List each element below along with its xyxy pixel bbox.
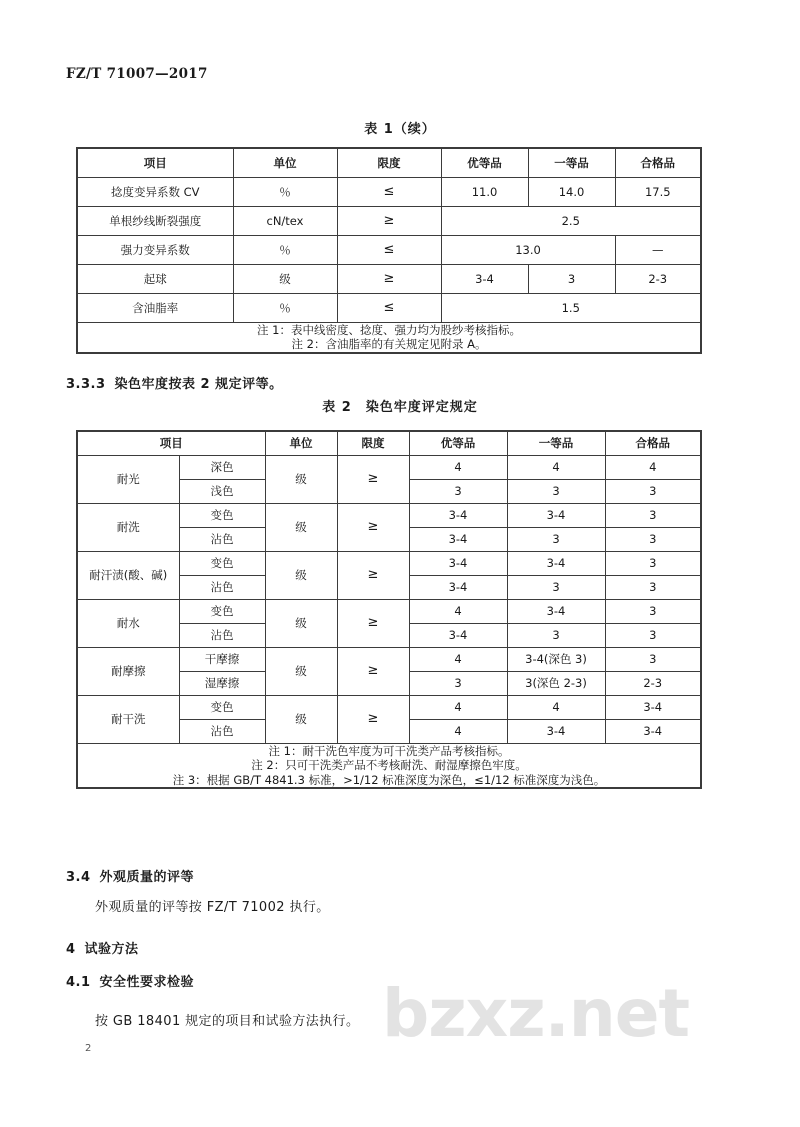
table2-group-0-sub-0-v0: 4 (409, 456, 507, 480)
table2-header-item: 项目 (77, 431, 265, 456)
table2-note-2: 注 2：只可干洗类产品不考核耐洗、耐湿摩擦色牢度。 (251, 758, 527, 773)
table2-header-excellent: 优等品 (409, 431, 507, 456)
clause-3-4-title: 外观质量的评等 (99, 870, 195, 885)
table2-group-1-sub-0-v0: 3-4 (409, 504, 507, 528)
table2-group-1-sub-1-v1: 3 (507, 528, 605, 552)
table2-group-5-sub-1-v0: 4 (409, 720, 507, 744)
table-row (77, 552, 701, 576)
clause-4-1 (66, 971, 194, 990)
table2-group-3-sub-0-v1: 3-4 (507, 600, 605, 624)
clause-3-4 (66, 866, 194, 885)
table1-unit-2: ％ (233, 236, 337, 265)
table1-notes (77, 323, 701, 353)
table2-group-2-sub-1-v0: 3-4 (409, 576, 507, 600)
table2-group-0-sub-0-v1: 4 (507, 456, 605, 480)
table1-header-first: 一等品 (528, 148, 615, 178)
table2-group-2-sub-0-label: 变色 (179, 552, 265, 576)
table2-notes-row (77, 744, 701, 789)
table1-notes-row (77, 323, 701, 353)
table2-caption: 表 2 染色牢度评定规定 (322, 400, 478, 415)
table2-group-3-sub-0-label: 变色 (179, 600, 265, 624)
table2-note-3: 注 3：根据 GB/T 4841.3 标准，>1/12 标准深度为深色，≤1/12 标准深度为浅色。 (172, 772, 606, 787)
table2-group-2-limit: ≥ (337, 552, 409, 600)
table2-group-4-sub-1-v2: 2-3 (605, 672, 701, 696)
table-row (77, 294, 701, 323)
table1-unit-4: ％ (233, 294, 337, 323)
table2-group-3-unit: 级 (265, 600, 337, 648)
table1-limit-1: ≥ (337, 207, 441, 236)
table1-header-excellent: 优等品 (441, 148, 528, 178)
table2-group-2-sub-1-label: 沾色 (179, 576, 265, 600)
table2-group-1-unit: 级 (265, 504, 337, 552)
table2-group-4-sub-1-v0: 3 (409, 672, 507, 696)
table2-group-2-sub-1-v1: 3 (507, 576, 605, 600)
table1-caption: 表 1（续） (364, 122, 436, 137)
table1-limit-0: ≤ (337, 178, 441, 207)
table2-group-4-sub-1-v1: 3(深色 2-3) (507, 672, 605, 696)
clause-3-4-body: 外观质量的评等按 FZ/T 71002 执行。 (95, 900, 330, 915)
table2-group-3-sub-1-v0: 3-4 (409, 624, 507, 648)
table2-group-4-sub-1-label: 湿摩擦 (179, 672, 265, 696)
table2-group-2-sub-1-v2: 3 (605, 576, 701, 600)
table2-group-4-sub-0-v1: 3-4(深色 3) (507, 648, 605, 672)
table1-item-1: 单根纱线断裂强度 (77, 207, 233, 236)
table1-unit-3: 级 (233, 265, 337, 294)
table2-group-5-limit: ≥ (337, 696, 409, 744)
table2-group-3-sub-1-v1: 3 (507, 624, 605, 648)
clause-4 (66, 938, 139, 957)
table2-group-2-sub-0-v0: 3-4 (409, 552, 507, 576)
table2-group-1-limit: ≥ (337, 504, 409, 552)
table2-group-3-sub-0-v0: 4 (409, 600, 507, 624)
page-number: 2 (85, 1043, 92, 1054)
table2-group-0-sub-0-label: 深色 (179, 456, 265, 480)
table2-group-5-sub-0-v0: 4 (409, 696, 507, 720)
clause-4-title: 试验方法 (84, 942, 139, 957)
clause-4-1-body: 按 GB 18401 规定的项目和试验方法执行。 (95, 1014, 360, 1029)
table2-group-0-sub-1-label: 浅色 (179, 480, 265, 504)
table2-group-1-sub-0-v2: 3 (605, 504, 701, 528)
table2-header-first: 一等品 (507, 431, 605, 456)
table2-group-0-sub-1-v0: 3 (409, 480, 507, 504)
table2-note-1: 注 1：耐干洗色牢度为可干洗类产品考核指标。 (268, 744, 510, 758)
table2-header-qualified: 合格品 (605, 431, 701, 456)
table2-group-1-sub-1-v0: 3-4 (409, 528, 507, 552)
table2-group-1-sub-1-label: 沾色 (179, 528, 265, 552)
table2-group-1-sub-0-v1: 3-4 (507, 504, 605, 528)
table-row (77, 207, 701, 236)
table2-header-limit: 限度 (337, 431, 409, 456)
table2-group-0-sub-1-v2: 3 (605, 480, 701, 504)
table1-limit-4: ≤ (337, 294, 441, 323)
table1-header-item: 项目 (77, 148, 233, 178)
table2-group-5-sub-1-v2: 3-4 (605, 720, 701, 744)
table2-group-5-name: 耐干洗 (77, 696, 179, 744)
table2-group-3-sub-1-label: 沾色 (179, 624, 265, 648)
table2-group-0-sub-1-v1: 3 (507, 480, 605, 504)
table2-group-4-unit: 级 (265, 648, 337, 696)
table2-group-5-unit: 级 (265, 696, 337, 744)
table2-group-4-name: 耐摩擦 (77, 648, 179, 696)
table-row (77, 456, 701, 480)
table2-group-4-sub-0-v2: 3 (605, 648, 701, 672)
table-row (77, 504, 701, 528)
table2-colorfastness (76, 430, 702, 789)
table2-group-4-sub-0-label: 干摩擦 (179, 648, 265, 672)
table2-group-5-sub-1-label: 沾色 (179, 720, 265, 744)
table1-item-0: 捻度变异系数 CV (77, 178, 233, 207)
table2-group-1-sub-1-v2: 3 (605, 528, 701, 552)
table2-group-5-sub-0-v1: 4 (507, 696, 605, 720)
clause-3-3-3 (66, 373, 283, 392)
table2-group-1-name: 耐洗 (77, 504, 179, 552)
table2-group-3-limit: ≥ (337, 600, 409, 648)
table2-group-1-sub-0-label: 变色 (179, 504, 265, 528)
table2-group-2-sub-0-v2: 3 (605, 552, 701, 576)
table2-group-3-sub-1-v2: 3 (605, 624, 701, 648)
table1-value-3-1: 3 (528, 265, 615, 294)
table1-requirements (76, 147, 702, 354)
clause-3-3-3-text: 染色牢度按表 2 规定评等。 (114, 377, 283, 392)
table1-value-0-0: 11.0 (441, 178, 528, 207)
table1-item-4: 含油脂率 (77, 294, 233, 323)
table2-group-0-sub-0-v2: 4 (605, 456, 701, 480)
clause-4-number: 4 (66, 942, 76, 957)
table1-item-3: 起球 (77, 265, 233, 294)
table-row (77, 648, 701, 672)
table1-header-qualified: 合格品 (615, 148, 701, 178)
table2-group-3-name: 耐水 (77, 600, 179, 648)
table2-header-row (77, 431, 701, 456)
table2-group-3-sub-0-v2: 3 (605, 600, 701, 624)
clause-3-3-3-number: 3.3.3 (66, 377, 106, 392)
table2-group-2-unit: 级 (265, 552, 337, 600)
table-row (77, 265, 701, 294)
table-row (77, 696, 701, 720)
table2-group-2-name: 耐汗渍(酸、碱) (77, 552, 179, 600)
clause-4-1-title: 安全性要求检验 (99, 975, 195, 990)
table1-header-row (77, 148, 701, 178)
table-row (77, 178, 701, 207)
table1-note-2: 注 2：含油脂率的有关规定见附录 A。 (291, 337, 487, 352)
table1-limit-2: ≤ (337, 236, 441, 265)
table2-group-0-name: 耐光 (77, 456, 179, 504)
table2-group-2-sub-0-v1: 3-4 (507, 552, 605, 576)
table1-value-4-0: 1.5 (441, 294, 701, 323)
table1-unit-0: ％ (233, 178, 337, 207)
table1-value-1-0: 2.5 (441, 207, 701, 236)
table2-group-4-sub-0-v0: 4 (409, 648, 507, 672)
table2-group-5-sub-0-v2: 3-4 (605, 696, 701, 720)
table1-item-2: 强力变异系数 (77, 236, 233, 265)
table2-header-unit: 单位 (265, 431, 337, 456)
clause-4-1-number: 4.1 (66, 975, 91, 990)
table1-value-2-0: 13.0 (441, 236, 615, 265)
table1-unit-1: cN/tex (233, 207, 337, 236)
table2-group-4-limit: ≥ (337, 648, 409, 696)
table2-group-5-sub-1-v1: 3-4 (507, 720, 605, 744)
table-row (77, 236, 701, 265)
table1-note-1: 注 1：表中线密度、捻度、强力均为股纱考核指标。 (257, 323, 521, 337)
table1-header-unit: 单位 (233, 148, 337, 178)
table1-value-0-1: 14.0 (528, 178, 615, 207)
table1-value-3-2: 2-3 (615, 265, 701, 294)
table2-notes (77, 744, 701, 789)
table1-value-0-2: 17.5 (615, 178, 701, 207)
table2-group-0-unit: 级 (265, 456, 337, 504)
table1-value-3-0: 3-4 (441, 265, 528, 294)
table1-header-limit: 限度 (337, 148, 441, 178)
table-row (77, 600, 701, 624)
table2-group-0-limit: ≥ (337, 456, 409, 504)
table2-group-5-sub-0-label: 变色 (179, 696, 265, 720)
clause-3-4-number: 3.4 (66, 870, 91, 885)
table1-value-2-1: — (615, 236, 701, 265)
standard-code-header: FZ/T 71007—2017 (66, 66, 208, 82)
watermark-bzxz: bzxz.net (382, 975, 690, 1052)
table1-limit-3: ≥ (337, 265, 441, 294)
